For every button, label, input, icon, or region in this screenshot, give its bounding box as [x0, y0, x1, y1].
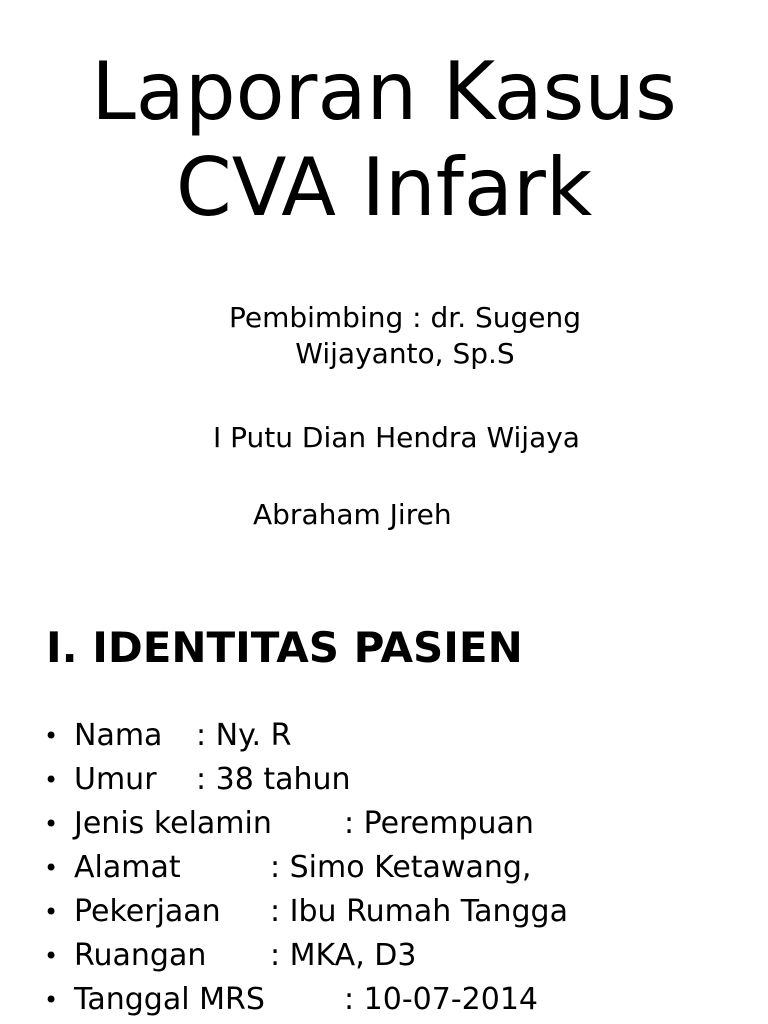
field-label: Nama: [74, 718, 163, 753]
field-value: : Ny. R: [196, 718, 292, 753]
field-label: Tanggal MRS: [74, 982, 265, 1017]
supervisor-line-1: Pembimbing : dr. Sugeng: [228, 301, 582, 334]
field-value: : Ibu Rumah Tangga: [270, 894, 568, 929]
field-label: Alamat: [74, 850, 181, 885]
bullet-icon: •: [44, 722, 59, 750]
bullet-icon: •: [44, 986, 59, 1014]
bullet-icon: •: [44, 766, 59, 794]
bullet-icon: •: [44, 942, 59, 970]
title-line-1: Laporan Kasus: [91, 45, 677, 138]
identity-slide: [0, 580, 768, 1024]
field-value: : Simo Ketawang,: [270, 850, 532, 885]
author-name-2: Abraham Jireh: [253, 498, 452, 531]
field-label: Pekerjaan: [74, 894, 221, 929]
field-label: Ruangan: [74, 938, 207, 973]
bullet-icon: •: [44, 854, 59, 882]
field-value: : Perempuan: [344, 806, 534, 841]
field-value: : 10-07-2014: [344, 982, 538, 1017]
title-line-2: CVA Infark: [175, 141, 593, 234]
section-heading: I. IDENTITAS PASIEN: [46, 623, 523, 672]
presentation-title: [0, 44, 768, 236]
field-label: Umur: [74, 762, 157, 797]
bullet-icon: •: [44, 810, 59, 838]
field-value: : MKA, D3: [270, 938, 417, 973]
supervisor-block: [160, 300, 650, 372]
field-label: Jenis kelamin: [74, 806, 272, 841]
supervisor-line-2: Wijayanto, Sp.S: [295, 337, 515, 370]
field-value: : 38 tahun: [196, 762, 351, 797]
author-name-1: I Putu Dian Hendra Wijaya: [213, 421, 580, 454]
bullet-icon: •: [44, 898, 59, 926]
